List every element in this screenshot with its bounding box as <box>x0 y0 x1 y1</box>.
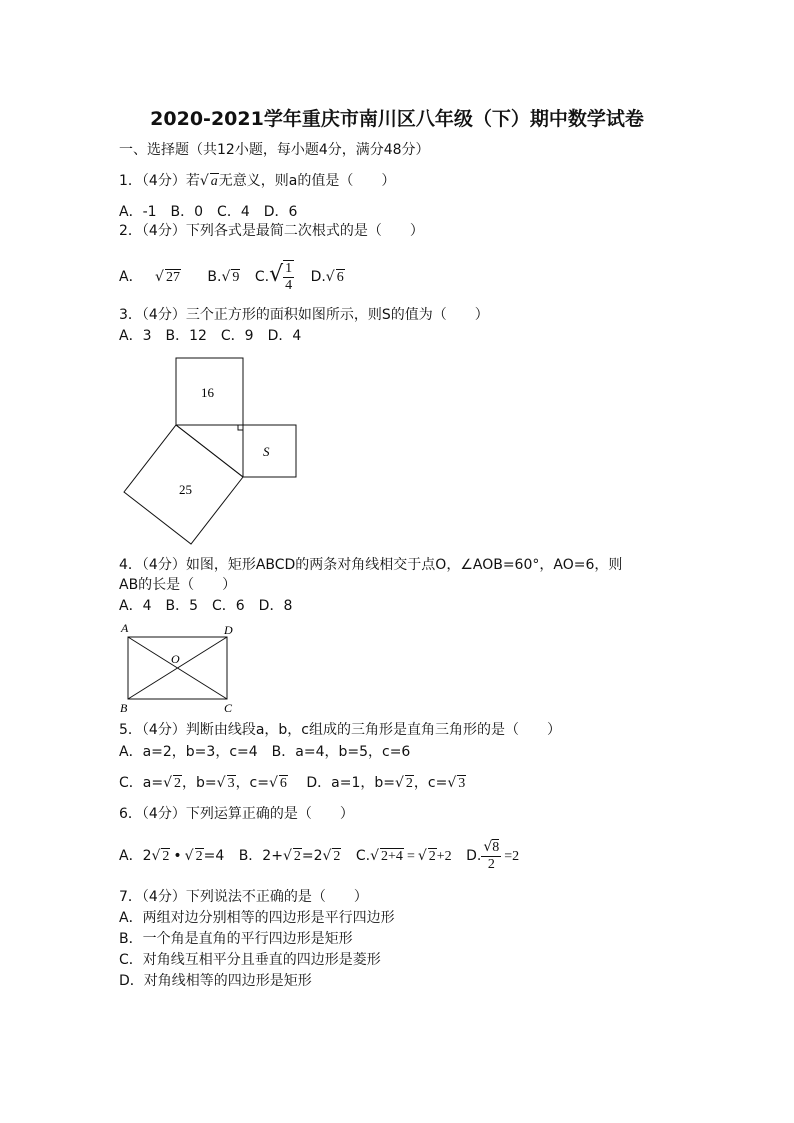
question-4-options: A．4 B．5 C．6 D．8 <box>119 598 293 614</box>
question-7-option-c: C．对角线互相平分且垂直的四边形是菱形 <box>119 952 381 968</box>
label-s: S <box>263 444 270 459</box>
question-4-stem-line1: 4．（4分）如图，矩形ABCD的两条对角线相交于点O，∠AOB=60°，AO=6，则 <box>119 557 623 573</box>
right-angle-mark <box>238 425 243 430</box>
label-16: 16 <box>201 385 214 400</box>
question-5-options-ab: A．a=2，b=3，c=4 B．a=4，b=5，c=6 <box>119 744 411 760</box>
question-6-options: A．2√ 2 • √ 2=4 B．2+√ 2=2√ 2 C.√ 2+4 = √ 2+2 D. $\frac{√8}{2}$ =2 <box>119 839 520 872</box>
center-o: O <box>171 652 180 666</box>
vertex-a: A <box>121 621 129 635</box>
question-7-option-b: B．一个角是直角的平行四边形是矩形 <box>119 931 353 947</box>
label-25: 25 <box>179 482 192 497</box>
question-3-options: A．3 B．12 C．9 D．4 <box>119 328 302 344</box>
vertex-b: B <box>120 701 128 715</box>
square-s <box>243 425 296 477</box>
question-2-options: A． √ 27 B.√ 9 C.√ $\frac{1}{4}$ D.√ 6 <box>119 261 344 293</box>
question-6-stem: 6．（4分）下列运算正确的是（ ） <box>119 806 354 822</box>
question-5-stem: 5．（4分）判断由线段a，b，c组成的三角形是直角三角形的是（ ） <box>119 722 561 738</box>
vertex-c: C <box>224 701 233 715</box>
question-7-option-d: D．对角线相等的四边形是矩形 <box>119 973 312 989</box>
question-7-option-a: A．两组对边分别相等的四边形是平行四边形 <box>119 910 395 926</box>
question-2-stem: 2．（4分）下列各式是最简二次根式的是（ ） <box>119 223 424 239</box>
question-7-stem: 7．（4分）下列说法不正确的是（ ） <box>119 889 368 905</box>
question-1-stem: 1．（4分）若√ a无意义，则a的值是（ ） <box>119 173 396 189</box>
question-4-stem-line2: AB的长是（ ） <box>119 577 237 593</box>
exam-title: 2020-2021学年重庆市南川区八年级（下）期中数学试卷 <box>150 108 644 130</box>
section-heading: 一、选择题（共12小题，每小题4分，满分48分） <box>119 142 430 158</box>
question-3-stem: 3．（4分）三个正方形的面积如图所示，则S的值为（ ） <box>119 307 489 323</box>
question-5-options-cd: C．a=√ 2，b=√ 3，c=√ 6 D．a=1，b=√ 2，c=√ 3 <box>119 775 466 791</box>
vertex-d: D <box>224 623 233 637</box>
question-1-options: A．-1 B．0 C．4 D．6 <box>119 204 298 220</box>
